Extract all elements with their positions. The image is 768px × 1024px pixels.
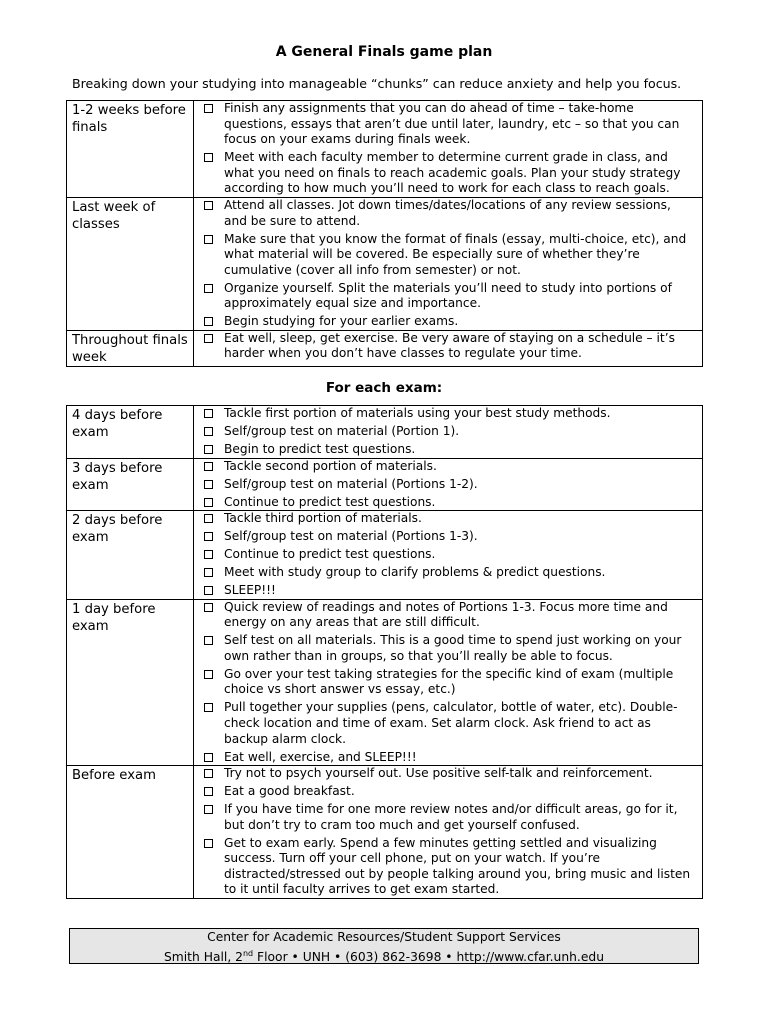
checklist	[194, 331, 702, 362]
list-item	[198, 700, 697, 747]
list-item	[198, 477, 697, 493]
row-items-cell	[194, 197, 703, 330]
row-items-cell	[194, 330, 703, 366]
row-items-cell	[194, 766, 703, 899]
checkbox-icon	[204, 462, 213, 471]
list-item-text: Attend all classes. Jot down times/dates/locations of any review sessions, and be sure to attend.	[224, 197, 671, 228]
list-item	[198, 442, 697, 458]
list-item-text: Get to exam early. Spend a few minutes getting settled and visualizing success. Turn off your cell phone, put on your watch. If you’re distracted/stressed out by people talking around you, bring music and listen to it until faculty arrives to get exam started.	[224, 835, 691, 897]
checkbox-icon	[204, 636, 213, 645]
checkbox-icon	[204, 445, 213, 454]
checkbox-icon	[204, 480, 213, 489]
list-item-text: SLEEP!!!	[224, 583, 276, 598]
list-item-text: Self test on all materials. This is a good time to spend just working on your own rather than in groups, so that you’ll really be able to focus.	[224, 633, 682, 663]
list-item-text: Organize yourself. Split the materials you’ll need to study into portions of approximately equal size and importance.	[224, 280, 672, 311]
list-item-text: Self/group test on material (Portions 1-3).	[224, 529, 478, 544]
checklist	[194, 600, 702, 766]
list-item	[198, 750, 697, 766]
list-item	[198, 547, 697, 563]
checkbox-icon	[204, 769, 213, 778]
list-item	[198, 314, 697, 330]
checkbox-icon	[204, 753, 213, 762]
row-label: Throughout finals week	[67, 330, 194, 366]
general-plan-body	[67, 101, 703, 367]
intro-text: Breaking down your studying into manageable “chunks” can reduce anxiety and help you focus.	[72, 76, 682, 91]
list-item	[198, 101, 697, 148]
list-item	[198, 583, 697, 599]
checkbox-icon	[204, 334, 213, 343]
checkbox-icon	[204, 514, 213, 523]
list-item-text: Quick review of readings and notes of Portions 1-3. Focus more time and energy on any areas that are still difficult.	[224, 599, 668, 630]
checkbox-icon	[204, 586, 213, 595]
table-row	[67, 197, 703, 330]
list-item	[198, 150, 697, 197]
list-item	[198, 232, 697, 279]
checkbox-icon	[204, 603, 213, 612]
general-plan-table	[66, 100, 703, 367]
checkbox-icon	[204, 532, 213, 541]
table-row	[67, 766, 703, 899]
list-item-text: Go over your test taking strategies for the specific kind of exam (multiple choice vs short answer vs essay, etc.)	[224, 666, 674, 697]
checkbox-icon	[204, 427, 213, 436]
checkbox-icon	[204, 317, 213, 326]
checkbox-icon	[204, 153, 213, 162]
table-row	[67, 511, 703, 600]
row-label: Last week of classes	[67, 197, 194, 330]
checklist	[194, 198, 702, 330]
list-item-text: Finish any assignments that you can do ahead of time – take-home questions, essays that aren’t due until later, laundry, etc – so that you can focus on your exams during finals week.	[224, 101, 680, 147]
checkbox-icon	[204, 805, 213, 814]
checklist	[194, 406, 702, 458]
checkbox-icon	[204, 550, 213, 559]
checkbox-icon	[204, 284, 213, 293]
page-title: A General Finals game plan	[275, 44, 493, 60]
list-item-text: Self/group test on material (Portions 1-2).	[224, 476, 478, 491]
footer-box	[69, 928, 699, 964]
list-item-text: Begin to predict test questions.	[224, 441, 416, 456]
list-item-text: Pull together your supplies (pens, calculator, bottle of water, etc). Double-check location and time of exam. Set alarm clock. Ask friend to act as backup alarm clock.	[224, 700, 678, 746]
row-items-cell	[194, 511, 703, 600]
row-label: Before exam	[67, 766, 194, 899]
list-item-text: Eat well, sleep, get exercise. Be very aware of staying on a schedule – it’s harder when you don’t have classes to regulate your time.	[224, 330, 675, 361]
list-item	[198, 529, 697, 545]
checkbox-icon	[204, 703, 213, 712]
footer-ordinal-suffix: nd	[242, 948, 254, 958]
list-item-text: If you have time for one more review notes and/or difficult areas, go for it, but don’t try to cram too much and get yourself confused.	[224, 802, 678, 832]
footer-line-2	[70, 946, 698, 966]
list-item	[198, 766, 697, 782]
list-item-text: Eat a good breakfast.	[224, 784, 355, 799]
list-item	[198, 511, 697, 527]
table-row	[67, 406, 703, 459]
checkbox-icon	[204, 498, 213, 507]
list-item-text: Tackle first portion of materials using your best study methods.	[224, 406, 611, 420]
table-row	[67, 599, 703, 766]
checkbox-icon	[204, 787, 213, 796]
list-item-text: Continue to predict test questions.	[224, 547, 436, 562]
list-item	[198, 565, 697, 581]
checkbox-icon	[204, 670, 213, 679]
row-items-cell	[194, 406, 703, 459]
exam-plan-table	[66, 405, 703, 899]
list-item	[198, 667, 697, 698]
row-label: 1-2 weeks before finals	[67, 101, 194, 198]
list-item	[198, 406, 697, 422]
checkbox-icon	[204, 201, 213, 210]
row-label: 3 days before exam	[67, 458, 194, 511]
footer-line-1: Center for Academic Resources/Student Support Services	[207, 930, 561, 944]
list-item-text: Meet with each faculty member to determine current grade in class, and what you need on finals to reach academic goals. Plan your study strategy according to how much you’ll need to work for each class to reach goals.	[224, 150, 681, 196]
list-item	[198, 495, 697, 511]
list-item	[198, 836, 697, 898]
list-item	[198, 784, 697, 800]
list-item-text: Meet with study group to clarify problems & predict questions.	[224, 565, 606, 580]
list-item	[198, 600, 697, 631]
checkbox-icon	[204, 409, 213, 418]
checkbox-icon	[204, 235, 213, 244]
list-item	[198, 633, 697, 664]
checklist	[194, 101, 702, 197]
footer-address-end: Floor • UNH • (603) 862-3698 • http://www.cfar.unh.edu	[253, 949, 604, 964]
list-item	[198, 198, 697, 229]
checkbox-icon	[204, 839, 213, 848]
row-label: 2 days before exam	[67, 511, 194, 600]
list-item	[198, 802, 697, 833]
list-item-text: Self/group test on material (Portion 1).	[224, 423, 460, 438]
checklist	[194, 459, 702, 511]
list-item-text: Tackle second portion of materials.	[224, 458, 437, 473]
checkbox-icon	[204, 568, 213, 577]
checkbox-icon	[204, 104, 213, 113]
list-item	[198, 424, 697, 440]
table-row	[67, 330, 703, 366]
list-item-text: Eat well, exercise, and SLEEP!!!	[224, 749, 417, 764]
checklist	[194, 766, 702, 898]
exam-plan-body	[67, 406, 703, 899]
row-label: 4 days before exam	[67, 406, 194, 459]
list-item-text: Make sure that you know the format of finals (essay, multi-choice, etc), and what material will be covered. Be especially sure of whether they’re cumulative (cover all info from semester) or not.	[224, 231, 687, 277]
list-item-text: Begin studying for your earlier exams.	[224, 314, 459, 329]
footer-address-start: Smith Hall, 2	[163, 949, 243, 964]
list-item	[198, 281, 697, 312]
section-subtitle: For each exam:	[325, 380, 443, 396]
checklist	[194, 511, 702, 599]
list-item	[198, 459, 697, 475]
list-item	[198, 331, 697, 362]
table-row	[67, 458, 703, 511]
row-items-cell	[194, 101, 703, 198]
row-label: 1 day before exam	[67, 599, 194, 766]
list-item-text: Tackle third portion of materials.	[224, 511, 422, 526]
row-items-cell	[194, 599, 703, 766]
row-items-cell	[194, 458, 703, 511]
list-item-text: Continue to predict test questions.	[224, 494, 436, 509]
table-row	[67, 101, 703, 198]
list-item-text: Try not to psych yourself out. Use positive self-talk and reinforcement.	[224, 766, 653, 781]
